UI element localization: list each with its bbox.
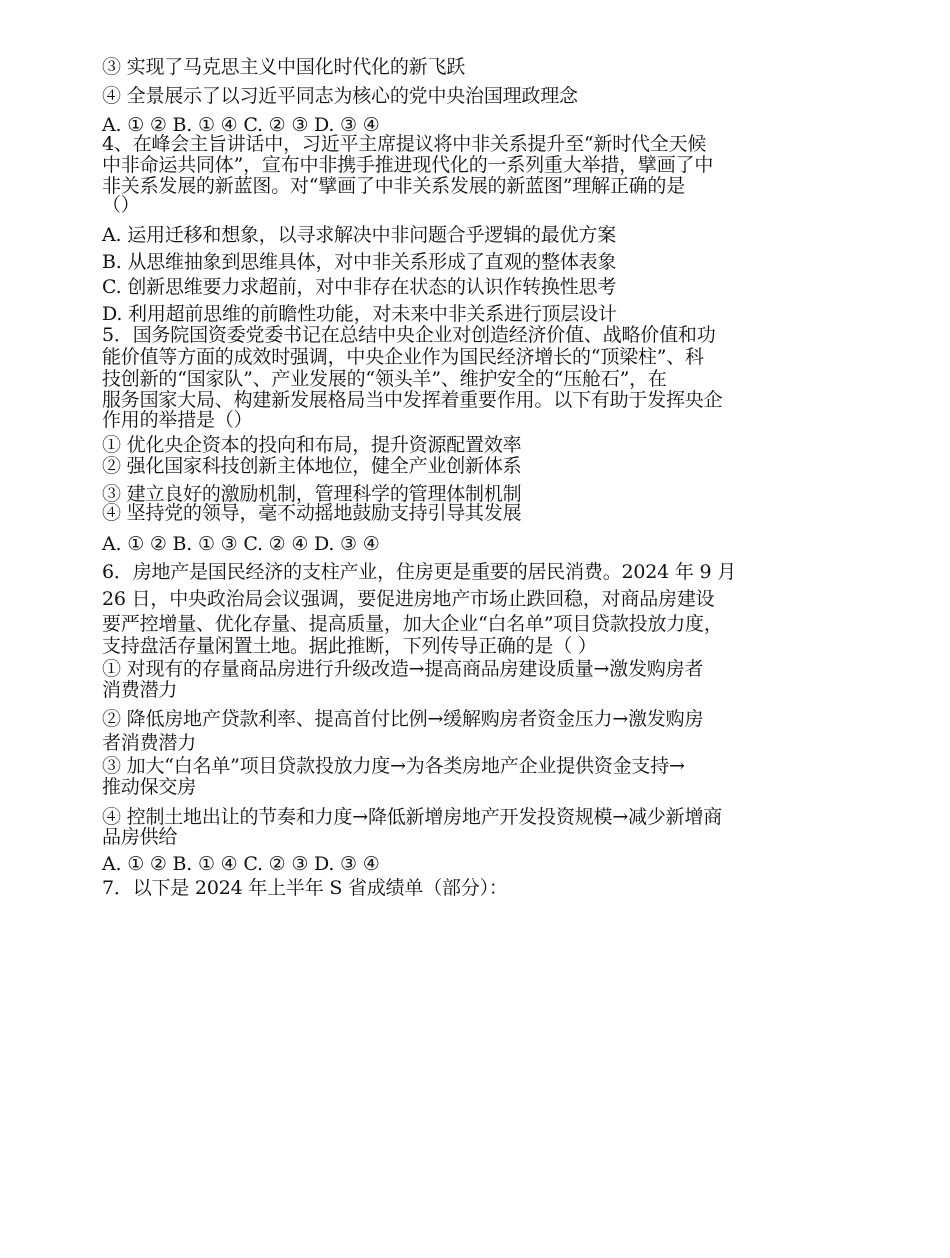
q5-stem-line-5: 作用的举措是（） [102, 409, 253, 431]
q6-stem-line-3: 要严控增量、优化存量、提高质量，加大企业“白名单”项目贷款投放力度， [102, 613, 723, 635]
q4-option-d: D. 利用超前思维的前瞻性功能，对未来中非关系进行顶层设计 [102, 303, 617, 325]
q3-option-3: ③ 实现了马克思主义中国化时代化的新飞跃 [102, 56, 466, 78]
q5-item-3: ③ 建立良好的激励机制，管理科学的管理体制机制 [102, 483, 522, 505]
q5-item-2: ② 强化国家科技创新主体地位，健全产业创新体系 [102, 455, 522, 477]
q6-item-3-line-1: ③ 加大“白名单”项目贷款投放力度→为各类房地产企业提供资金支持→ [102, 755, 685, 777]
q6-item-1-line-2: 消费潜力 [102, 679, 178, 701]
q4-option-c: C. 创新思维要力求超前，对中非存在状态的认识作转换性思考 [102, 276, 617, 298]
q4-stem-line-3: 非关系发展的新蓝图。对“擘画了中非关系发展的新蓝图”理解正确的是 [102, 175, 686, 197]
q6-answer-choices: A. ① ② B. ① ④ C. ② ③ D. ③ ④ [102, 853, 380, 875]
q6-stem-line-2: 26 日，中央政治局会议强调，要促进房地产市场止跌回稳，对商品房建设 [102, 588, 715, 610]
q4-stem-line-2: 中非命运共同体”，宣布中非携手推进现代化的一系列重大举措，擘画了中 [102, 154, 714, 176]
q6-item-3-line-2: 推动保交房 [102, 776, 197, 798]
q4-stem-line-4: （） [102, 194, 140, 216]
q5-stem-line-2: 能价值等方面的成效时强调，中央企业作为国民经济增长的“顶梁柱”、科 [102, 346, 704, 368]
q6-item-2-line-1: ② 降低房地产贷款利率、提高首付比例→缓解购房者资金压力→激发购房 [102, 708, 704, 730]
q6-stem-line-1: 6．房地产是国民经济的支柱产业，住房更是重要的居民消费。2024 年 9 月 [102, 561, 737, 583]
q5-stem-line-1: 5．国务院国资委党委书记在总结中央企业对创造经济价值、战略价值和功 [102, 324, 716, 346]
q5-stem-line-3: 技创新的“国家队”、产业发展的“领头羊”、维护安全的“压舱石”，在 [102, 368, 667, 390]
q6-item-2-line-2: 者消费潜力 [102, 732, 197, 754]
q6-item-4-line-2: 品房供给 [102, 826, 178, 848]
q6-stem-line-4: 支持盘活存量闲置土地。据此推断，下列传导正确的是（ ） [102, 635, 597, 657]
q5-answer-choices: A. ① ② B. ① ③ C. ② ④ D. ③ ④ [102, 533, 380, 555]
q3-option-4: ④ 全景展示了以习近平同志为核心的党中央治国理政理念 [102, 85, 578, 107]
q7-stem: 7．以下是 2024 年上半年 S 省成绩单（部分）： [102, 877, 508, 899]
q5-stem-line-4: 服务国家大局、构建新发展格局当中发挥着重要作用。以下有助于发挥央企 [102, 389, 723, 411]
q5-item-1: ① 优化央企资本的投向和布局，提升资源配置效率 [102, 434, 522, 456]
q6-item-4-line-1: ④ 控制土地出让的节奏和力度→降低新增房地产开发投资规模→减少新增商 [102, 806, 723, 828]
q6-item-1-line-1: ① 对现有的存量商品房进行升级改造→提高商品房建设质量→激发购房者 [102, 658, 704, 680]
q4-option-a: A. 运用迁移和想象，以寻求解决中非问题合乎逻辑的最优方案 [102, 224, 617, 246]
q3-answer-choices: A. ① ② B. ① ④ C. ② ③ D. ③ ④ [102, 114, 380, 136]
q5-item-4: ④ 坚持党的领导，毫不动摇地鼓励支持引导其发展 [102, 502, 522, 524]
q4-option-b: B. 从思维抽象到思维具体，对中非关系形成了直观的整体表象 [102, 251, 617, 273]
q4-stem-line-1: 4、在峰会主旨讲话中，习近平主席提议将中非关系提升至“新时代全天候 [102, 133, 707, 155]
